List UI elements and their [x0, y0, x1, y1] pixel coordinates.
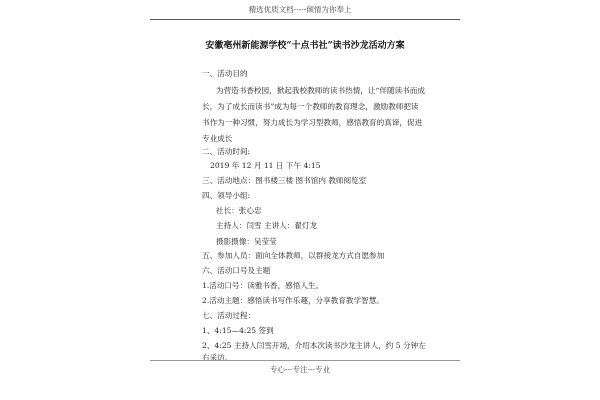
footer-divider [150, 360, 460, 361]
purpose-line: 为营造书香校园，掀起我校教师的读书热情，让“伴随读书而成 [216, 86, 425, 95]
slogan-line: 1.活动口号：读雅书香，感悟人生。 [202, 281, 324, 290]
leader-president: 社长：张心忠 [216, 206, 262, 215]
time-heading: 二、活动时间: [202, 147, 251, 156]
time-value: 2019 年 12 月 11 日 下午 4:15 [210, 161, 321, 170]
page-header: 精选优质文档-----倾情为你奉上 [248, 5, 352, 14]
leader-photo: 摄影摄像：吴莹莹 [216, 237, 277, 246]
purpose-line: 书作为一种习惯，努力成长为学习型教师，感悟教育的真谛，促进 [202, 118, 423, 127]
process-item: 2、4:25 主持人闫雪开场，介绍本次读书沙龙主讲人，约 5 分钟左 [202, 341, 426, 350]
purpose-line: 长，为了成长而读书”成为每一个教师的教育理念，激励教师把读 [202, 102, 419, 111]
page-footer: 专心---专注---专业 [269, 365, 331, 374]
process-item: 1、4:15—4:25 签到 [202, 326, 274, 335]
purpose-line: 专业成长 [202, 134, 233, 143]
leader-hosts: 主持人：闫雪 主讲人：翟灯龙 [216, 221, 318, 230]
process-item-continued: 右采访。 [202, 353, 233, 362]
slogan-heading: 六、活动口号及主题 [202, 266, 271, 275]
participants-line: 五、参加人员：面向全体教师，以群接龙方式自愿参加 [202, 251, 385, 260]
theme-line: 2.活动主题：感悟读书写作乐趣，分享教育教学智慧。 [202, 296, 384, 305]
document-title: 安徽亳州新能源学校“十点书社”读书沙龙活动方案 [205, 41, 405, 51]
leaders-heading: 四、领导小组: [202, 191, 251, 200]
location-line: 三、活动地点：图书楼三楼 图书馆内 教师阅览室 [202, 176, 367, 185]
purpose-heading: 一、活动目的 [202, 69, 248, 78]
header-divider [150, 19, 460, 20]
process-heading: 七、活动过程： [202, 311, 256, 320]
